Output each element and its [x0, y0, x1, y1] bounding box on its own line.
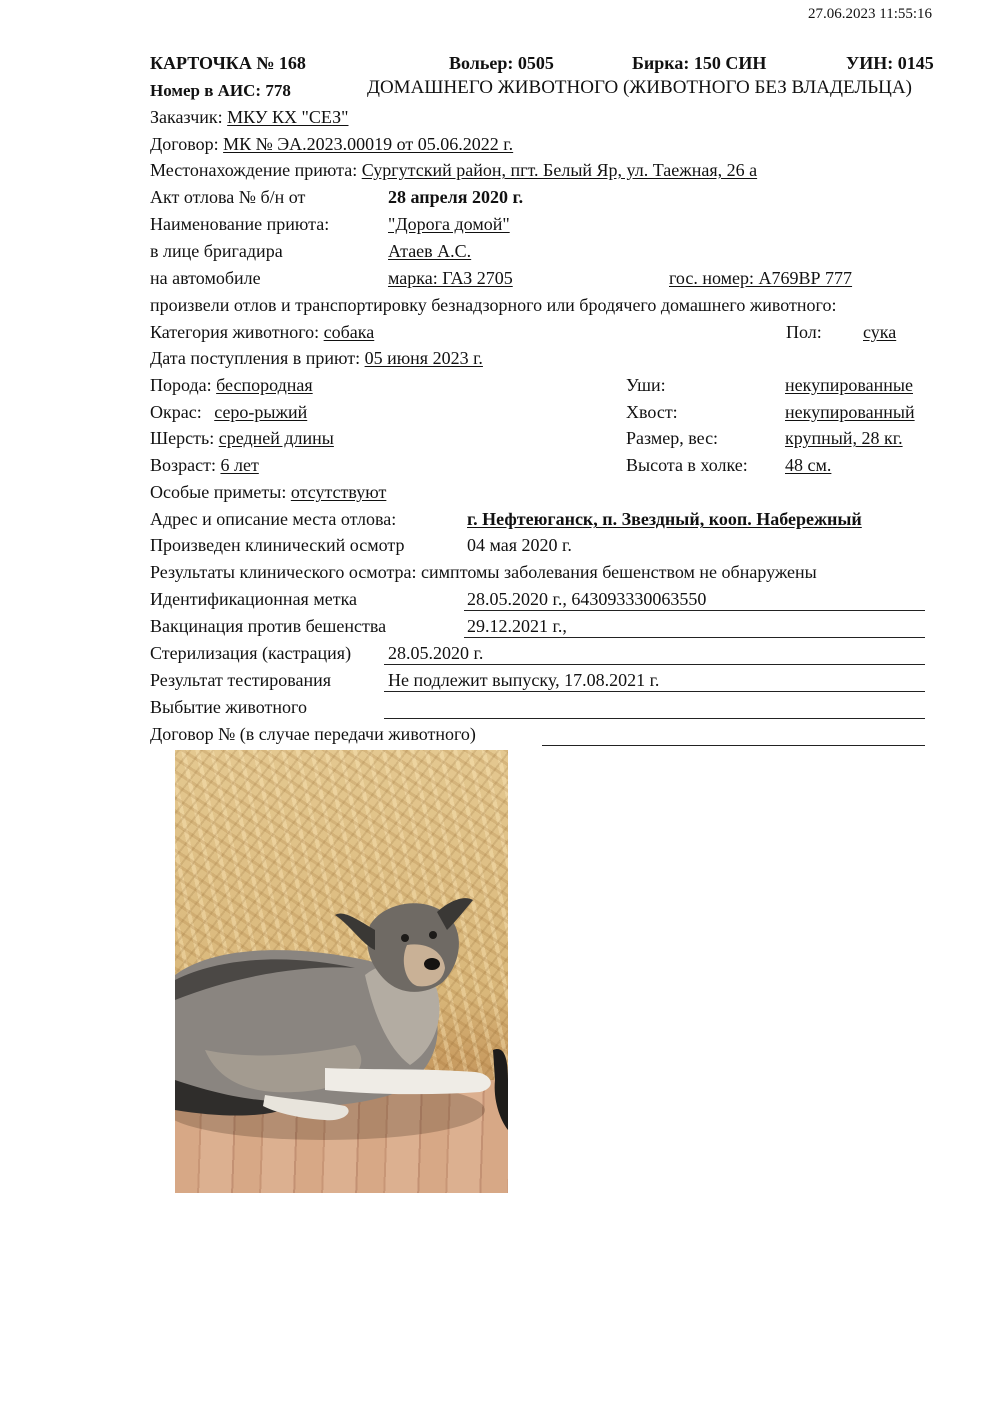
exam-result-value: симптомы заболевания бешенством не обнаружены	[421, 562, 817, 582]
sex-value: сука	[863, 322, 897, 342]
sterilization-rule	[384, 664, 925, 665]
color-label: Окрас:	[150, 402, 202, 422]
exam-result-label: Результаты клинического осмотра:	[150, 562, 417, 582]
test-result-rule	[384, 691, 925, 692]
arrival-label: Дата поступления в приют:	[150, 348, 361, 368]
statement-text: произвели отлов и транспортировку безнадзорного или бродячего домашнего животного:	[150, 295, 837, 315]
other-animal-shadow	[493, 1049, 508, 1130]
category-value: собака	[323, 322, 375, 342]
breed-value: беспородная	[216, 375, 313, 395]
exam-result-row	[150, 561, 817, 583]
tail-value: некупированный	[785, 402, 915, 422]
tail-label: Хвост:	[626, 402, 678, 422]
sterilization-value: 28.05.2020 г.	[388, 643, 484, 663]
uin-number: УИН: 0145	[846, 53, 934, 73]
size-label: Размер, вес:	[626, 428, 719, 448]
breed-row	[150, 374, 313, 396]
foreman-value: Атаев А.С.	[388, 241, 472, 261]
transfer-contract-label: Договор № (в случае передачи животного)	[150, 724, 476, 744]
coat-value: средней длины	[218, 428, 334, 448]
shelter-location-row	[150, 159, 757, 181]
dog-front-leg	[325, 1068, 491, 1094]
test-result-value: Не подлежит выпуску, 17.08.2021 г.	[388, 670, 660, 690]
coat-label: Шерсть:	[150, 428, 215, 448]
contract-row	[150, 133, 513, 155]
catch-address-label: Адрес и описание места отлова:	[150, 509, 397, 529]
tag-number: Бирка: 150 СИН	[632, 53, 767, 73]
document-title: ДОМАШНЕГО ЖИВОТНОГО (ЖИВОТНОГО БЕЗ ВЛАДЕЛЬЦА)	[367, 77, 912, 98]
departure-label: Выбытие животного	[150, 697, 307, 717]
foreman-label: в лице бригадира	[150, 241, 283, 261]
marks-value: отсутствуют	[290, 482, 387, 502]
arrival-value: 05 июня 2023 г.	[364, 348, 483, 368]
ears-value: некупированные	[785, 375, 913, 395]
sex-label: Пол:	[786, 322, 822, 342]
contract-label: Договор:	[150, 134, 219, 154]
coat-row	[150, 427, 334, 449]
color-value: серо-рыжий	[214, 402, 308, 422]
vehicle-make: марка: ГАЗ 2705	[388, 268, 513, 288]
customer-label: Заказчик:	[150, 107, 223, 127]
vaccination-value: 29.12.2021 г.,	[467, 616, 567, 636]
dog-photo	[175, 750, 508, 1193]
marks-label: Особые приметы:	[150, 482, 287, 502]
dog-nose	[424, 958, 440, 970]
enclosure-number: Вольер: 0505	[449, 53, 554, 73]
category-row	[150, 321, 374, 343]
category-label: Категория животного:	[150, 322, 320, 342]
vehicle-plate: гос. номер: А769ВР 777	[669, 268, 853, 288]
age-label: Возраст:	[150, 455, 216, 475]
shelter-location-value: Сургутский район, пгт. Белый Яр, ул. Таежная, 26 а	[361, 160, 758, 180]
card-number: КАРТОЧКА № 168	[150, 53, 306, 73]
dog-left-ear	[335, 913, 375, 950]
id-tag-label: Идентификационная метка	[150, 589, 358, 609]
height-value: 48 см.	[785, 455, 832, 475]
shelter-name-label: Наименование приюта:	[150, 214, 330, 234]
test-result-label: Результат тестирования	[150, 670, 331, 690]
id-tag-value: 28.05.2020 г., 643093330063550	[467, 589, 707, 609]
sterilization-label: Стерилизация (кастрация)	[150, 643, 352, 663]
size-value: крупный, 28 кг.	[785, 428, 903, 448]
vaccination-rule	[464, 637, 925, 638]
shelter-location-label: Местонахождение приюта:	[150, 160, 358, 180]
departure-rule	[384, 718, 925, 719]
customer-row	[150, 106, 349, 128]
contract-value: МК № ЭА.2023.00019 от 05.06.2022 г.	[223, 134, 514, 154]
ears-label: Уши:	[626, 375, 666, 395]
catch-address-value: г. Нефтеюганск, п. Звездный, кооп. Набережный	[467, 509, 862, 529]
ais-number: Номер в АИС: 778	[150, 81, 291, 100]
catch-act-label: Акт отлова № б/н от	[150, 187, 306, 207]
dog-illustration	[175, 750, 508, 1193]
dog-right-eye	[429, 931, 437, 939]
id-tag-rule	[464, 610, 925, 611]
catch-act-date: 28 апреля 2020 г.	[388, 187, 524, 207]
arrival-row	[150, 347, 483, 369]
dog-left-eye	[401, 934, 409, 942]
age-value: 6 лет	[220, 455, 259, 475]
color-row	[150, 401, 307, 423]
breed-label: Порода:	[150, 375, 212, 395]
height-label: Высота в холке:	[626, 455, 748, 475]
age-row	[150, 454, 259, 476]
vaccination-label: Вакцинация против бешенства	[150, 616, 387, 636]
marks-row	[150, 481, 386, 503]
customer-value: МКУ КХ "СЕЗ"	[227, 107, 349, 127]
exam-value: 04 мая 2020 г.	[467, 535, 572, 555]
exam-label: Произведен клинический осмотр	[150, 535, 405, 555]
transfer-contract-rule	[542, 745, 925, 746]
shelter-name-value: "Дорога домой"	[388, 214, 510, 234]
print-timestamp: 27.06.2023 11:55:16	[808, 6, 933, 22]
vehicle-label: на автомобиле	[150, 268, 261, 288]
